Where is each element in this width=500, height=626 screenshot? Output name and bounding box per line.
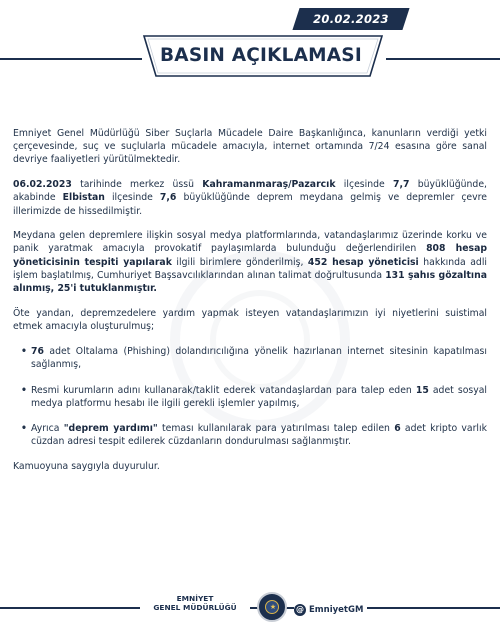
footer-organization: EMNİYET GENEL MÜDÜRLÜĞÜ bbox=[140, 593, 250, 613]
paragraph-intro: Emniyet Genel Müdürlüğü Siber Suçlarla Mücadele Daire Başkanlığınca, kanunların verdiği yetki çerçevesinde, suç ve suçlularla mücadele amacıyla, internet ortamında 7/24 esasına göre sanal devriye faaliyetleri yürütülmektedir. bbox=[13, 128, 487, 166]
release-date: 20.02.2023 bbox=[313, 12, 389, 26]
bullet-marker: • bbox=[21, 346, 27, 358]
epicenter-place: Kahramanmaraş/Pazarcık bbox=[202, 179, 336, 191]
social-handle[interactable] bbox=[294, 599, 367, 615]
header-divider-left bbox=[0, 58, 142, 60]
header bbox=[0, 0, 500, 92]
accounts-prosecuted: 452 hesap yöneticisi bbox=[307, 256, 419, 268]
magnitude-second: 7,6 bbox=[159, 192, 177, 204]
release-body bbox=[13, 127, 487, 485]
earthquake-date: 06.02.2023 bbox=[13, 179, 72, 191]
paragraph-earthquake: 06.02.2023 tarihinde merkez üssü Kahramanmaraş/Pazarcık ilçesinde 7,7 büyüklüğünde, akabinde Elbistan ilçesinde 7,6 büyüklüğünde deprem meydana gelmiş ve depremler çevre illerimizde de hissedilmiştir. bbox=[13, 179, 488, 217]
header-divider-right bbox=[386, 58, 500, 60]
magnitude-first: 7,7 bbox=[392, 179, 410, 191]
social-handle-text: EmniyetGM bbox=[309, 604, 364, 615]
bullet-marker: • bbox=[21, 384, 27, 396]
footer-divider bbox=[0, 607, 500, 609]
second-place: Elbistan bbox=[62, 192, 105, 204]
list-item: • Ayrıca "deprem yardımı" teması kullanılarak para yatırılması talep edilen 6 adet kripto varlık cüzdan adresi tespit edilerek cüzdanların dondurulması sağlanmıştır. bbox=[21, 422, 487, 448]
detentions: 131 şahıs gözaltına alınmış, 25'i tutuklanmıştır. bbox=[13, 269, 487, 295]
paragraph-accounts: Meydana gelen depremlere ilişkin sosyal medya platformlarında, vatandaşlarımız üzerinde korku ve panik yaratmak amacıyla provokatif paylaşımlarda bulunduğu değerlendirilen 808 hesap yöneticisinin tespiti yapılarak ilgili birimlere gönderilmiş, 452 hesap yöneticisi hakkında adli işlem başlatılmış, Cumhuriyet Başsavcılıklarından alınan talimat doğrultusunda 131 şahıs gözaltına alınmış, 25'i tutuklanmıştır. bbox=[13, 230, 487, 295]
page-title: BASIN AÇIKLAMASI bbox=[160, 45, 362, 66]
paragraph-abuse-intro: Öte yandan, depremzedelere yardım yapmak isteyen vatandaşlarımızın iyi niyetlerini suistimal etmek amacıyla oluşturulmuş; bbox=[13, 307, 487, 332]
bullet-marker: • bbox=[21, 422, 27, 434]
accounts-detected: 808 hesap yöneticisinin tespiti yapılarak bbox=[13, 243, 487, 268]
list-item: • Resmi kurumların adını kullanarak/taklit ederek vatandaşlardan para talep eden 15 adet sosyal medya platformu hesabı ile ilgili gerekli işlemler yapılmış, bbox=[21, 384, 488, 409]
police-emblem-icon: ★ bbox=[257, 592, 287, 622]
list-item: • 76 adet Oltalama (Phishing) dolandırıcılığına yönelik hazırlanan internet sitesinin kapatılması sağlanmış, bbox=[21, 346, 487, 371]
closing-line: Kamuoyuna saygıyla duyurulur. bbox=[13, 461, 160, 473]
at-icon: @ bbox=[296, 604, 304, 614]
